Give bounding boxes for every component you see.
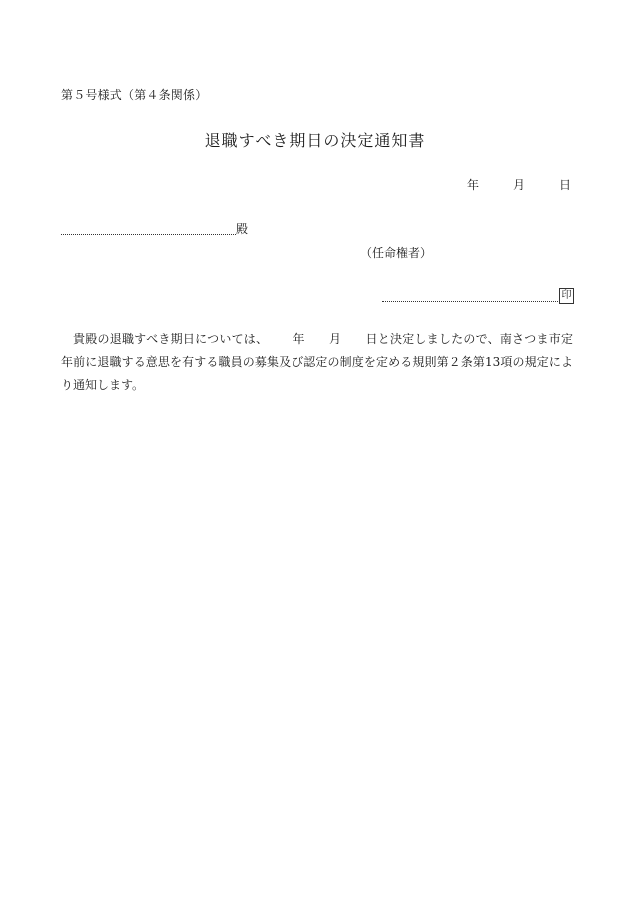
signature-blank	[382, 289, 558, 302]
date-month-label: 月	[512, 178, 525, 192]
recipient-suffix: 殿	[236, 222, 249, 236]
date-line	[467, 176, 571, 193]
date-day-label: 日	[558, 178, 571, 192]
body-part2: 日と決定しましたので、南さつま市定年前に退職する意思を有する職員の募集及び認定の制度を定める規則第２条第13項の規定により通知します。	[61, 332, 573, 392]
body-year: 年	[292, 332, 305, 346]
body-month: 月	[328, 332, 342, 346]
form-number: 第５号様式（第４条関係）	[61, 88, 208, 102]
body-part1: 貴殿の退職すべき期日については、	[73, 332, 269, 346]
date-year-label: 年	[466, 178, 479, 192]
document-title: 退職すべき期日の決定通知書	[204, 131, 426, 150]
seal-icon: 印	[559, 288, 574, 304]
date-gap	[525, 176, 559, 193]
signature-line	[382, 288, 574, 304]
notice-body	[61, 328, 573, 397]
appointer-label: （任命権者）	[360, 246, 433, 260]
date-gap	[479, 176, 513, 193]
recipient-line	[61, 220, 248, 237]
recipient-name-blank	[61, 222, 236, 235]
